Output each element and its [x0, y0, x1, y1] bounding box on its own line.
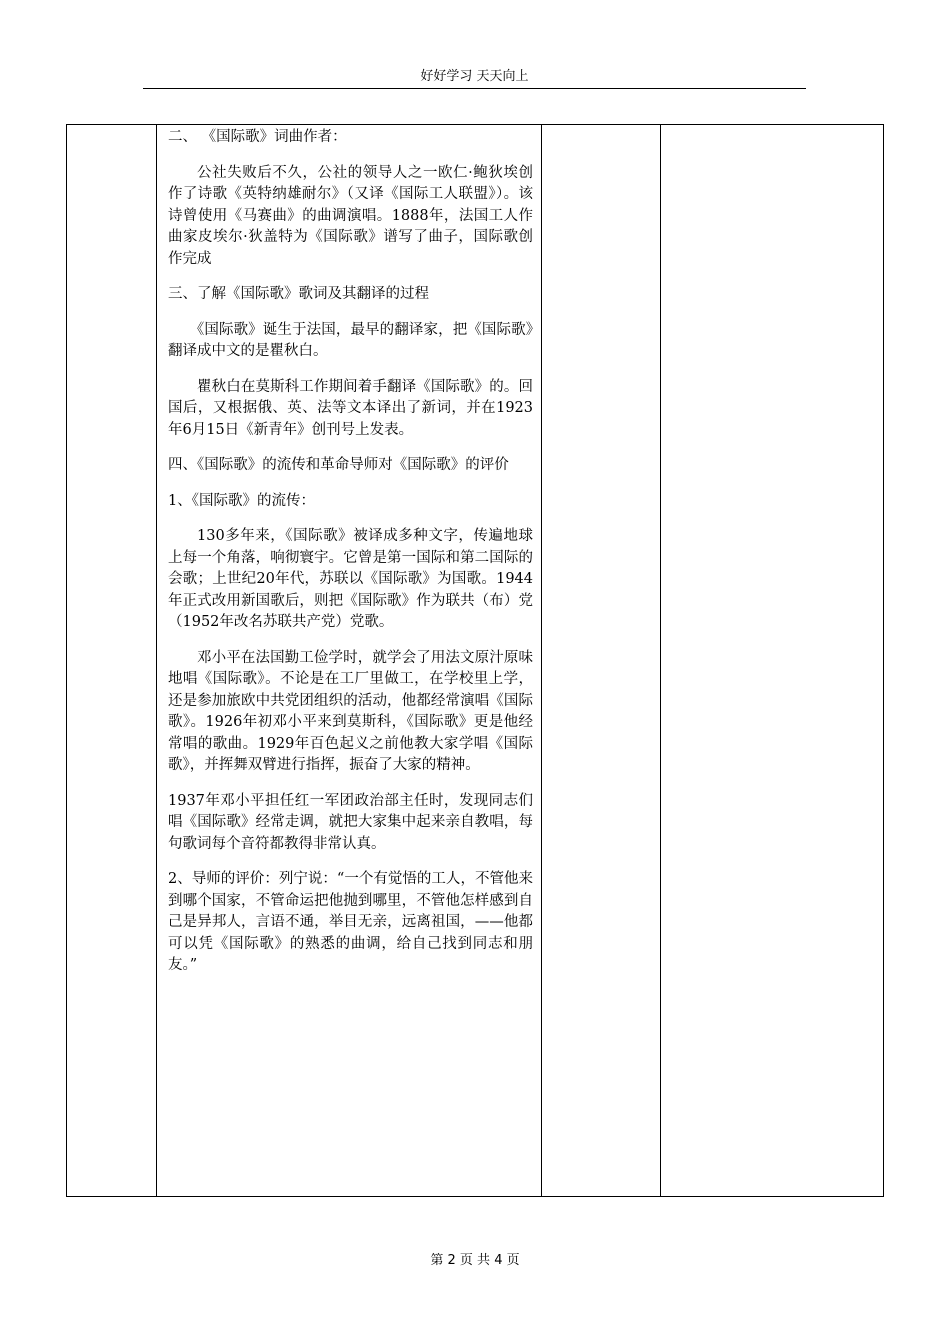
- lesson-table: [66, 124, 884, 1197]
- paragraph-deng-1937: 1937年邓小平担任红一军团政治部主任时，发现同志们唱《国际歌》经常走调，就把大家集中起来亲自教唱，每句歌词每个音符都教得非常认真。: [168, 792, 533, 852]
- paragraph-spread: 130多年来，《国际歌》被译成多种文字，传遍地球上每一个角落，响彻寰宇。它曾是第一国际和第二国际的会歌；上世纪20年代，苏联以《国际歌》为国歌。1944年正式改用新国歌后，则把《国际歌》作为联共（布）党（1952年改名苏联共产党）党歌。: [168, 528, 533, 630]
- paragraph-lenin-evaluation: 2、导师的评价：列宁说：“一个有觉悟的工人，不管他来到哪个国家，不管命运把他抛到哪里，不管他怎样感到自己是异邦人，言语不通，举目无亲，远离祖国，——他都可以凭《国际歌》的熟悉的曲调，给自己找到同志和朋友。”: [168, 871, 533, 973]
- column-divider-3: [660, 125, 661, 1196]
- paragraph-creation: 公社失败后不久，公社的领导人之一欧仁·鲍狄埃创作了诗歌《英特纳雄耐尔》（又译《国际工人联盟》）。该诗曾使用《马赛曲》的曲调演唱。1888年，法国工人作曲家皮埃尔·狄盖特为《国际歌》谱写了曲子，国际歌创作完成: [168, 164, 533, 267]
- paragraph-deng-france: 邓小平在法国勤工俭学时，就学会了用法文原汁原味地唱《国际歌》。不论是在工厂里做工，在学校里上学，还是参加旅欧中共党团组织的活动，他都经常演唱《国际歌》。1926年初邓小平来到莫斯科，《国际歌》更是他经常唱的歌曲。1929年百色起义之前他教大家学唱《国际歌》，并挥舞双臂进行指挥，振奋了大家的精神。: [168, 649, 533, 773]
- section-heading-spread: 四、《国际歌》的流传和革命导师对《国际歌》的评价: [168, 457, 509, 473]
- section-heading-translation: 三、了解《国际歌》歌词及其翻译的过程: [168, 286, 429, 302]
- paragraph-qu-qiubai: 瞿秋白在莫斯科工作期间着手翻译《国际歌》的。回国后，又根据俄、英、法等文本译出了新词，并在1923年6月15日《新青年》创刊号上发表。: [168, 378, 533, 438]
- page-footer: 第 2 页 共 4 页: [430, 1253, 520, 1268]
- main-content-cell: [168, 127, 533, 991]
- page-header: 好好学习 天天向上: [143, 66, 806, 89]
- paragraph-first-translator: 《国际歌》诞生于法国，最早的翻译家，把《国际歌》翻译成中文的是瞿秋白。: [168, 321, 533, 359]
- column-divider-1: [156, 125, 157, 1196]
- column-divider-2: [541, 125, 542, 1196]
- section-heading-authors: 二、 《国际歌》词曲作者：: [168, 129, 347, 145]
- subheading-spread: 1、《国际歌》的流传：: [168, 492, 315, 509]
